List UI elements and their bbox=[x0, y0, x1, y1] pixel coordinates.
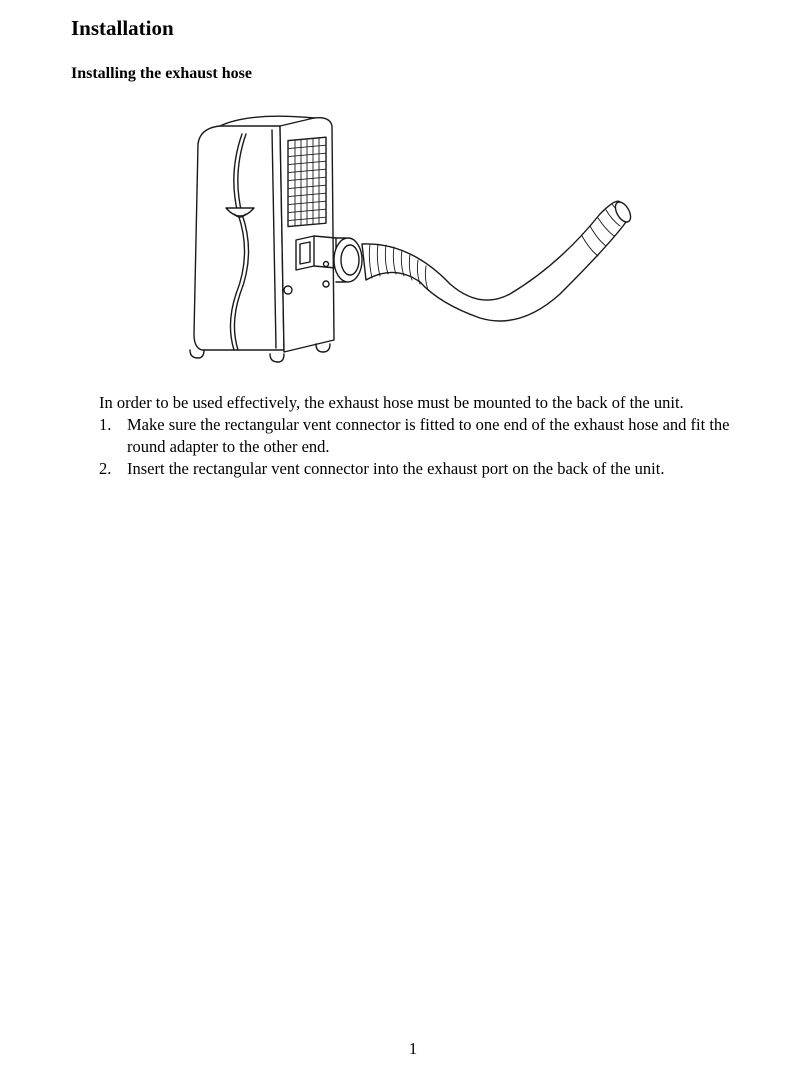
caster-front-right bbox=[270, 354, 284, 362]
section-title: Installing the exhaust hose bbox=[71, 65, 252, 82]
round-adapter bbox=[334, 238, 362, 282]
vent-connector bbox=[296, 236, 314, 270]
page-number: 1 bbox=[408, 1039, 418, 1058]
step-number: 1. bbox=[99, 415, 112, 434]
list-item bbox=[99, 458, 749, 480]
step-text: Make sure the rectangular vent connector is fitted to one end of the exhaust hose and fit the round adapter to the other end. bbox=[127, 415, 730, 456]
instructions bbox=[99, 392, 749, 480]
air-conditioner-illustration bbox=[180, 104, 650, 366]
page-title: Installation bbox=[71, 16, 174, 40]
step-number: 2. bbox=[99, 459, 112, 478]
step-text: Insert the rectangular vent connector into the exhaust port on the back of the unit. bbox=[127, 459, 665, 478]
intro-paragraph: In order to be used effectively, the exhaust hose must be mounted to the back of the unit. bbox=[99, 393, 684, 412]
caster-back bbox=[316, 344, 330, 352]
caster-front-left bbox=[190, 350, 204, 358]
list-item bbox=[99, 414, 749, 458]
steps-list bbox=[99, 414, 749, 480]
